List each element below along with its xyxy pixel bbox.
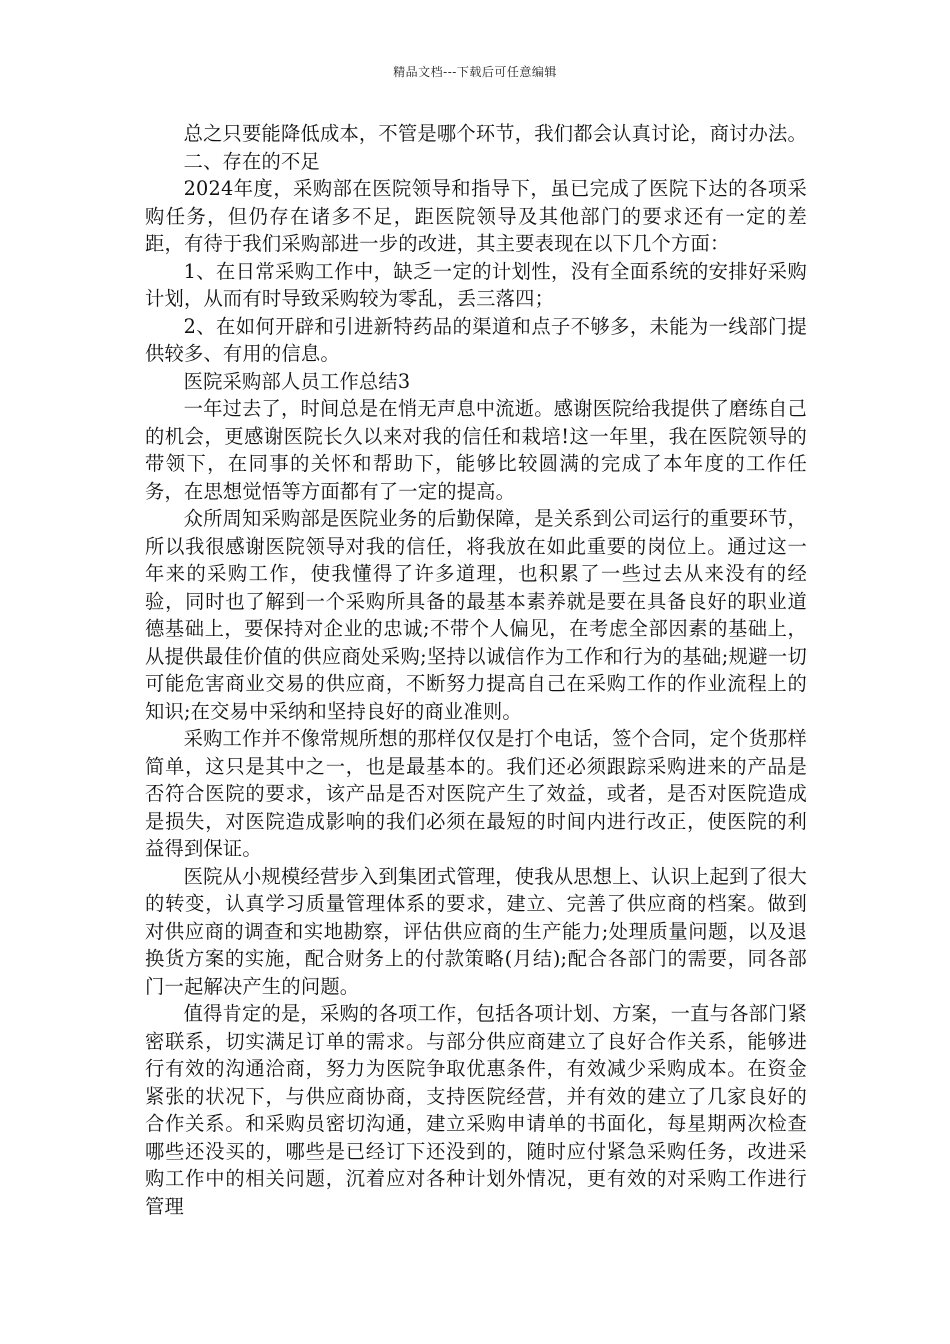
paragraph-management-change: 医院从小规模经营步入到集团式管理，使我从思想上、认识上起到了很大的转变，认真学习质量管理体系的要求，建立、完善了供应商的档案。做到对供应商的调查和实地勘察，评估供应商的生产能力;处理质量问题，以及退换货方案的实施，配合财务上的付款策略(月结);配合各部门的需要，同各部门一起解决产生的问题。	[145, 864, 807, 998]
paragraph-shortcomings-intro: 2024年度，采购部在医院领导和指导下，虽已完成了医院下达的各项采购任务，但仍存在诸多不足，距医院领导及其他部门的要求还有一定的差距，有待于我们采购部进一步的改进，其主要表现在以下几个方面：	[145, 177, 807, 255]
paragraph-purchasing-work: 采购工作并不像常规所想的那样仅仅是打个电话，签个合同，定个货那样简单，这只是其中之一，也是最基本的。我们还必须跟踪采购进来的产品是否符合医院的要求，该产品是否对医院产生了效益，或者，是否对医院造成是损失，对医院造成影响的我们必须在最短的时间内进行改正，使医院的利益得到保证。	[145, 727, 807, 860]
paragraph-purchasing-role: 众所周知采购部是医院业务的后勤保障，是关系到公司运行的重要环节，所以我很感谢医院领导对我的信任，将我放在如此重要的岗位上。通过这一年来的采购工作，使我懂得了许多道理，也积累了一些过去从来没有的经验，同时也了解到一个采购所具备的最基本素养就是要在具备良好的职业道德基础上，要保持对企业的忠诚;不带个人偏见，在考虑全部因素的基础上，从提供最佳价值的供应商处采购;坚持以诚信作为工作和行为的基础;规避一切可能危害商业交易的供应商，不断努力提高自己在采购工作的作业流程上的知识;在交易中采纳和坚持良好的商业准则。	[145, 507, 807, 723]
paragraph-year-review: 一年过去了，时间总是在悄无声息中流逝。感谢医院给我提供了磨练自己的机会，更感谢医院长久以来对我的信任和栽培!这一年里，我在医院领导的带领下，在同事的关怀和帮助下，能够比较圆满的完成了本年度的工作任务，在思想觉悟等方面都有了一定的提高。	[145, 397, 807, 503]
paragraph-cost-summary: 总之只要能降低成本，不管是哪个环节，我们都会认真讨论，商讨办法。	[183, 122, 807, 145]
page-header: 精品文档---下载后可任意编辑	[393, 65, 557, 79]
list-item-shortcoming-2: 2、在如何开辟和引进新特药品的渠道和点子不够多，未能为一线部门提供较多、有用的信息。	[145, 314, 807, 365]
paragraph-achievements: 值得肯定的是，采购的各项工作，包括各项计划、方案，一直与各部门紧密联系，切实满足订单的需求。与部分供应商建立了良好合作关系，能够进行有效的沟通洽商，努力为医院争取优惠条件，有效减少采购成本。在资金紧张的状况下，与供应商协商，支持医院经营，并有效的建立了几家良好的合作关系。和采购员密切沟通，建立采购申请单的书面化，每星期两次检查哪些还没买的，哪些是已经订下还没到的，随时应付紧急采购任务，改进采购工作中的相关问题，沉着应对各种计划外情况，更有效的对采购工作进行管理	[145, 1002, 807, 1218]
document-body	[145, 120, 807, 1220]
section-title-summary-3: 医院采购部人员工作总结3	[183, 369, 411, 393]
list-item-shortcoming-1: 1、在日常采购工作中，缺乏一定的计划性，没有全面系统的安排好采购计划，从而有时导致采购较为零乱，丢三落四；	[145, 259, 807, 310]
section-heading-shortcomings: 二、存在的不足	[183, 149, 320, 173]
